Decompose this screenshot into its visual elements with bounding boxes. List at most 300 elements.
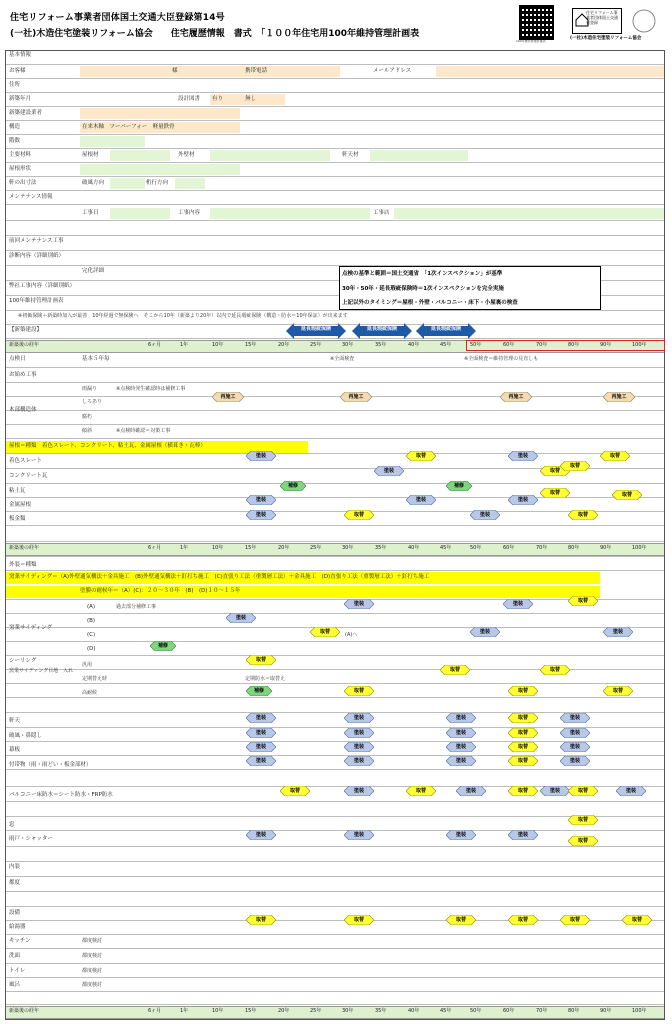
- extended-insurance-arrow: [416, 322, 476, 335]
- warranty-note: ※初価保険＋新築時加入が最善 10年経過で無保険へ そこから10年（新築より20年）以内で延長瑕疵保険（構造・防水＝10年保証）が出来ます: [18, 313, 348, 319]
- timeline-year: 30年: [342, 1008, 354, 1014]
- timeline-year: 15年: [245, 1008, 257, 1014]
- nashi-option[interactable]: 無し: [245, 96, 257, 102]
- rake-label: 破風方向: [82, 180, 105, 186]
- row-divider: [6, 120, 664, 121]
- replace-marker: [446, 915, 476, 925]
- reconstruct-marker-label: 再施工: [611, 394, 627, 400]
- recoat-marker-label: 塗装: [255, 832, 266, 838]
- reconstruct-marker: [340, 392, 372, 402]
- recoat-marker: [470, 510, 500, 520]
- timeline-label: 新築後の経年: [9, 1008, 40, 1014]
- row-divider: [6, 148, 664, 149]
- tilt-label: 傾斜: [82, 428, 93, 434]
- recoat-marker: [616, 786, 646, 796]
- replace-marker-label: 取替: [517, 744, 528, 750]
- row-divider: [6, 655, 664, 656]
- eaves-material-label: 軒天材: [342, 152, 359, 158]
- recoat-marker-label: 塗装: [455, 744, 466, 750]
- reconstruct-marker: [603, 392, 635, 402]
- highlight-box-50-100: [466, 340, 665, 351]
- replace-marker-label: 取替: [569, 463, 580, 469]
- recoat-marker: [226, 613, 256, 623]
- recoat-marker-label: 塗装: [549, 788, 560, 794]
- replace-marker-label: 取替: [517, 917, 528, 923]
- timeline-year: 60年: [503, 1008, 515, 1014]
- timeline-band-3: [6, 1006, 664, 1019]
- recoat-marker-label: 塗装: [353, 601, 364, 607]
- extended-insurance-label: 延長瑕疵保険: [300, 326, 331, 332]
- timeline-year: 80年: [568, 1008, 580, 1014]
- replace-marker-label: 取替: [255, 917, 266, 923]
- document-title-line1: 住宅リフォーム事業者団体国土交通大臣登録第14号: [10, 13, 225, 23]
- qr-caption: 100年維持管理計画表: [516, 39, 546, 43]
- recoat-marker-label: 塗装: [353, 788, 364, 794]
- timeline-year: 50年: [470, 1008, 482, 1014]
- logo-caption: (一社)木造住宅塗装リフォーム協会: [570, 36, 642, 41]
- timeline-year: 100年: [632, 342, 647, 348]
- sealing-label: シーリング: [9, 658, 37, 664]
- row-divider: [6, 599, 664, 600]
- replace-marker: [508, 713, 538, 723]
- replace-marker-label: 取替: [569, 917, 580, 923]
- extended-insurance-arrow: [286, 322, 346, 335]
- timeline-year: 40年: [408, 545, 420, 551]
- plan-table-label: 100年維持管理計画表: [9, 298, 64, 304]
- timeline-year: 10年: [212, 545, 224, 551]
- water-pipe-label: 給湯器: [9, 924, 26, 930]
- eaves-material-field[interactable]: [370, 150, 468, 161]
- row-divider: [6, 934, 664, 935]
- recoat-marker: [503, 599, 533, 609]
- replace-note: 定期替え時: [82, 676, 108, 682]
- replace-marker-label: 取替: [577, 598, 588, 604]
- ari-option[interactable]: 有り: [212, 96, 224, 102]
- a-to-label: (A)へ: [345, 632, 358, 638]
- recoat-marker: [246, 713, 276, 723]
- completed-label: 完化詳細: [82, 268, 105, 274]
- repair-marker: [280, 481, 306, 491]
- siding-type-a: (A): [87, 604, 96, 610]
- replace-marker: [560, 915, 590, 925]
- row-divider: [6, 134, 664, 135]
- replace-marker: [568, 836, 598, 846]
- recoat-marker-label: 塗装: [517, 497, 528, 503]
- replace-marker-label: 取替: [517, 715, 528, 721]
- recoat-marker-label: 塗装: [479, 629, 490, 635]
- timeline-year: 25年: [310, 545, 322, 551]
- balcony-label: バルコニー床防水＝シート防水・FRP防水: [9, 792, 113, 798]
- reconstruct-marker: [500, 392, 532, 402]
- toilet-note: 都度検討: [82, 968, 103, 974]
- recoat-marker: [540, 786, 570, 796]
- row-divider: [6, 570, 664, 571]
- repair-marker: [150, 641, 176, 651]
- recoat-marker: [446, 830, 476, 840]
- timeline-year: 35年: [375, 342, 387, 348]
- replace-marker: [568, 510, 598, 520]
- basic5-label: 基本５年毎: [82, 356, 110, 362]
- partial-repair-label: 過去部分補修工事: [116, 604, 157, 610]
- bathroom-note: 都度検討: [82, 982, 103, 988]
- replace-marker-label: 取替: [549, 468, 560, 474]
- tilt-note: ※点検時確認＝対策工事: [116, 428, 171, 434]
- new-year-label: 新築年月: [9, 96, 32, 102]
- timeline-year: 15年: [245, 545, 257, 551]
- replace-marker-label: 取替: [609, 453, 620, 459]
- full-diag-label: ※全面検査: [330, 356, 355, 362]
- wall-material-field[interactable]: [210, 150, 330, 161]
- accessory-label: 付帯物（雨・雨どい・板金部材）: [9, 762, 92, 768]
- recoat-marker-label: 塗装: [455, 758, 466, 764]
- contractor-label: 工事店: [373, 210, 390, 216]
- kitchen-note: 都度検討: [82, 938, 103, 944]
- replace-marker-label: 取替: [353, 512, 364, 518]
- coating-band-label: 塗膜の耐候年＝（A）(C)：２０～３０年 (B) (D)１０～１５年: [80, 588, 241, 594]
- qr-code-icon: [519, 5, 554, 40]
- roof-material-field[interactable]: [110, 150, 170, 161]
- work-content-label: 工事内容: [178, 210, 201, 216]
- replace-marker: [540, 665, 570, 675]
- row-divider: [6, 816, 664, 817]
- recoat-marker-label: 塗装: [479, 512, 490, 518]
- row-divider: [6, 683, 664, 684]
- roof-type-3: 粘土瓦: [9, 488, 26, 494]
- bathroom-label: 風呂: [9, 982, 21, 988]
- replace-marker-label: 取替: [577, 788, 588, 794]
- recoat-marker: [246, 728, 276, 738]
- replace-marker-label: 取替: [255, 657, 266, 663]
- row-divider: [6, 438, 664, 439]
- row-divider: [6, 511, 664, 512]
- recoat-marker-label: 塗装: [455, 715, 466, 721]
- recoat-marker: [560, 728, 590, 738]
- recoat-marker: [344, 713, 374, 723]
- row-divider: [6, 367, 664, 368]
- recoat-marker: [603, 627, 633, 637]
- work-date-field[interactable]: [110, 208, 170, 219]
- row-divider: [6, 830, 664, 831]
- reconstruct-marker-label: 再施工: [220, 394, 236, 400]
- email-label: メールアドレス: [373, 68, 412, 74]
- timeline-year: 100年: [632, 545, 647, 551]
- replace-marker-label: 取替: [415, 453, 426, 459]
- interior-label: 内装: [9, 864, 21, 870]
- recoat-marker: [344, 599, 374, 609]
- row-divider: [6, 410, 664, 411]
- rain-leak-label: 雨漏り: [82, 386, 98, 392]
- roof-type-4: 金属屋根: [9, 502, 32, 508]
- wood-struct-label: 木部構造体: [9, 407, 37, 413]
- row-divider: [6, 876, 664, 877]
- note-line-3: 上記以外のタイミング＝屋根・外壁・バルコニー・床下・小屋裏の検査: [342, 300, 518, 306]
- roof-band-label: 屋根＝種類 着色スレート、コンクリート、粘土瓦、金属屋根（横葺き・瓦棒）: [9, 443, 206, 449]
- recoat-marker: [470, 627, 500, 637]
- timeline-year: 6ヶ月: [148, 545, 162, 551]
- timeline-year: 70年: [536, 342, 548, 348]
- work-content-field[interactable]: [210, 208, 370, 219]
- recoat-marker: [246, 495, 276, 505]
- recoat-marker-label: 塗装: [455, 730, 466, 736]
- recoat-marker-label: 塗装: [569, 744, 580, 750]
- replace-marker: [344, 915, 374, 925]
- replace-marker-label: 取替: [319, 629, 330, 635]
- timeline-year: 35年: [375, 545, 387, 551]
- replace-marker: [568, 815, 598, 825]
- row-divider: [6, 891, 664, 892]
- timeline-year: 1年: [180, 545, 189, 551]
- timeline-year: 40年: [408, 1008, 420, 1014]
- recoat-marker: [508, 830, 538, 840]
- replace-marker-label: 取替: [517, 788, 528, 794]
- timeline-year: 45年: [440, 545, 452, 551]
- replace-marker-label: 取替: [577, 512, 588, 518]
- wall-material-label: 外壁材: [178, 152, 195, 158]
- builder-label: 新築建設業者: [9, 110, 43, 116]
- replace-marker: [508, 742, 538, 752]
- replace-marker-label: 取替: [289, 788, 300, 794]
- roof-type-1: 着色スレート: [9, 458, 43, 464]
- timeline-year: 45年: [440, 1008, 452, 1014]
- timeline-year: 1年: [180, 1008, 189, 1014]
- replace-marker: [600, 451, 630, 461]
- replace-marker-label: 取替: [621, 492, 632, 498]
- document-title-line2: (一社)木造住宅塗装リフォーム協会 住宅履歴情報 書式 「１００年住宅用100年維持管理計画表: [10, 29, 420, 39]
- floors-label: 階数: [9, 138, 21, 144]
- bath-label: 洗面: [9, 953, 21, 959]
- extended-insurance-arrow: [352, 322, 412, 335]
- timeline-year: 6ヶ月: [148, 1008, 162, 1014]
- replace-marker: [540, 488, 570, 498]
- timeline-year: 70年: [536, 545, 548, 551]
- replace-marker-label: 取替: [353, 917, 364, 923]
- full-diag2-label: ※全面検査＝維持管理の見直しも: [464, 356, 539, 362]
- row-divider: [6, 948, 664, 949]
- basic-info-heading: 基本情報: [9, 52, 32, 58]
- recoat-marker-label: 塗装: [255, 744, 266, 750]
- note-line-1: 点検の基準と範囲＝国土交通省 「1次インスペクション」が基準: [342, 271, 503, 277]
- row-divider: [6, 176, 664, 177]
- structure-label: 構造: [9, 124, 21, 130]
- recoat-marker-label: 塗装: [512, 601, 523, 607]
- timeline-year: 30年: [342, 545, 354, 551]
- replace-marker: [406, 451, 436, 461]
- recoat-marker: [344, 786, 374, 796]
- replace-marker-label: 取替: [549, 667, 560, 673]
- extended-insurance-label: 延長瑕疵保険: [430, 326, 461, 332]
- timeline-year: 90年: [600, 1008, 612, 1014]
- eave-dir-field[interactable]: [175, 178, 205, 189]
- timeline-year: 30年: [342, 342, 354, 348]
- replace-marker-label: 取替: [612, 688, 623, 694]
- timeline-year: 10年: [212, 342, 224, 348]
- repair-marker-label: 補修: [253, 688, 264, 694]
- recoat-marker-label: 塗装: [455, 832, 466, 838]
- row-divider: [6, 977, 664, 978]
- exterior-label: 外装＝種類: [9, 562, 37, 568]
- replace-marker: [440, 665, 470, 675]
- recoat-marker-label: 塗装: [353, 730, 364, 736]
- interior2-label: 都度: [9, 880, 21, 886]
- repair-marker-label: 補修: [453, 483, 464, 489]
- mobile-label: 携帯電話: [245, 68, 268, 74]
- shutter-label: 雨戸・シャッター: [9, 836, 53, 842]
- window-label: 窓: [9, 822, 15, 828]
- recoat-marker-label: 塗装: [612, 629, 623, 635]
- exterior-material-label: 主要材料: [9, 152, 32, 158]
- timeline-year: 25年: [310, 342, 322, 348]
- recoat-marker-label: 塗装: [353, 744, 364, 750]
- address-label: 住所: [9, 82, 21, 88]
- row-divider: [6, 78, 664, 79]
- recoat-marker: [446, 728, 476, 738]
- recoat-marker: [246, 742, 276, 752]
- replace-marker: [406, 786, 436, 796]
- timeline-year: 20年: [278, 342, 290, 348]
- recoat-marker: [446, 756, 476, 766]
- recoat-marker: [446, 713, 476, 723]
- timeline-year: 80年: [568, 545, 580, 551]
- timeline-year: 50年: [470, 342, 482, 348]
- row-divider: [6, 541, 664, 542]
- replace-marker-label: 取替: [549, 490, 560, 496]
- row-divider: [6, 424, 664, 425]
- replace-marker-label: 取替: [455, 917, 466, 923]
- repair-marker: [246, 686, 272, 696]
- replace-marker: [310, 627, 340, 637]
- general-label: 汎用: [82, 662, 93, 668]
- timeline-year: 90年: [600, 545, 612, 551]
- replace-marker-label: 取替: [517, 730, 528, 736]
- row-divider: [6, 641, 664, 642]
- replace-marker-label: 取替: [353, 688, 364, 694]
- recoat-marker: [246, 756, 276, 766]
- replace-marker: [344, 686, 374, 696]
- replace-marker: [603, 686, 633, 696]
- replace-marker: [612, 490, 642, 500]
- row-divider: [6, 556, 664, 557]
- siding-label: 窯業サイディング: [9, 625, 53, 631]
- reconstruct-marker: [212, 392, 244, 402]
- recoat-marker-label: 塗装: [569, 758, 580, 764]
- customer-field[interactable]: [80, 66, 340, 77]
- recoat-marker-label: 塗装: [517, 832, 528, 838]
- replace-marker: [508, 756, 538, 766]
- replace-marker: [246, 915, 276, 925]
- diagnosis-label: 診断内容（詳細別紙）: [9, 253, 65, 259]
- row-divider: [6, 396, 664, 397]
- row-divider: [6, 220, 664, 221]
- recoat-marker-label: 塗装: [569, 730, 580, 736]
- recoat-marker: [374, 466, 404, 476]
- recoat-marker-label: 塗装: [353, 715, 364, 721]
- start-work-label: お始め工事: [9, 372, 37, 378]
- timeline-year: 60年: [503, 342, 515, 348]
- row-divider: [6, 250, 664, 251]
- replace-marker: [622, 915, 652, 925]
- replace-marker: [508, 915, 538, 925]
- roof-shape-field[interactable]: [80, 164, 240, 175]
- timeline-year: 100年: [632, 1008, 647, 1014]
- row-divider: [6, 204, 664, 205]
- repair-marker-label: 補修: [157, 643, 168, 649]
- recoat-marker: [456, 786, 486, 796]
- roof-material-label: 屋根材: [82, 152, 99, 158]
- recoat-marker-label: 塗装: [625, 788, 636, 794]
- row-divider: [6, 310, 664, 311]
- high-durable-label: 高耐候: [82, 690, 98, 696]
- note-line-2: 30年・50年・延長瑕疵保険時＝1次インスペクションを完全実施: [342, 286, 504, 292]
- eave-dir-label: 桁行方向: [146, 180, 169, 186]
- reconstruct-marker-label: 再施工: [348, 394, 364, 400]
- floors-field[interactable]: [80, 136, 145, 147]
- recoat-marker: [246, 451, 276, 461]
- timeline-year: 90年: [600, 342, 612, 348]
- row-divider: [6, 861, 664, 862]
- recoat-marker: [560, 713, 590, 723]
- row-divider: [6, 235, 664, 236]
- timeline-band-2: [6, 543, 664, 556]
- timeline-year: 50年: [470, 545, 482, 551]
- equipment-label: 設備: [9, 910, 21, 916]
- gutter-label: 幕板: [9, 747, 21, 753]
- reconstruct-marker-label: 再施工: [508, 394, 524, 400]
- recoat-marker-label: 塗装: [415, 497, 426, 503]
- recoat-marker: [344, 756, 374, 766]
- recoat-marker: [406, 495, 436, 505]
- timeline-year: 60年: [503, 545, 515, 551]
- structure-value: 在来木軸 ツーバーフォー 軽量鉄骨: [82, 124, 175, 130]
- recoat-marker-label: 塗装: [383, 468, 394, 474]
- row-divider: [6, 769, 664, 770]
- email-field[interactable]: [436, 66, 664, 77]
- timeline-year: 70年: [536, 1008, 548, 1014]
- row-divider: [6, 453, 664, 454]
- maint-info-label: メンテナンス情報: [9, 194, 53, 200]
- siding-type-b: (B): [87, 618, 96, 624]
- new-build-label: 【新築建設】: [9, 327, 43, 333]
- bath-note: 都度検討: [82, 953, 103, 959]
- rake-field[interactable]: [110, 178, 145, 189]
- timeline-year: 25年: [310, 1008, 322, 1014]
- roof-type-5: 板金類: [9, 516, 26, 522]
- replace-marker-label: 取替: [415, 788, 426, 794]
- replace-marker: [508, 686, 538, 696]
- row-divider: [6, 906, 664, 907]
- soffit-label: 軒天: [9, 718, 21, 724]
- kitchen-label: キッチン: [9, 938, 31, 944]
- contractor-field[interactable]: [394, 208, 664, 219]
- siding-type-c: (C): [87, 632, 96, 638]
- recoat-marker-label: 塗装: [255, 730, 266, 736]
- row-divider: [6, 846, 664, 847]
- recoat-marker-label: 塗装: [255, 453, 266, 459]
- recoat-marker-label: 塗装: [255, 715, 266, 721]
- row-divider: [6, 382, 664, 383]
- recoat-marker: [446, 742, 476, 752]
- timeline-year: 20年: [278, 1008, 290, 1014]
- replace-marker: [560, 461, 590, 471]
- replace-marker-label: 取替: [577, 817, 588, 823]
- timeline-year: 10年: [212, 1008, 224, 1014]
- replace-full-note: 定期防水＝取替え: [245, 676, 286, 682]
- sama-label: 様: [172, 68, 178, 74]
- recoat-marker: [560, 742, 590, 752]
- builder-field[interactable]: [80, 108, 240, 119]
- siding-type-d: (D): [87, 646, 96, 652]
- eave-out-label: 軒の出寸法: [9, 180, 37, 186]
- last-work-label: 前回メンテナンス工事: [9, 238, 64, 244]
